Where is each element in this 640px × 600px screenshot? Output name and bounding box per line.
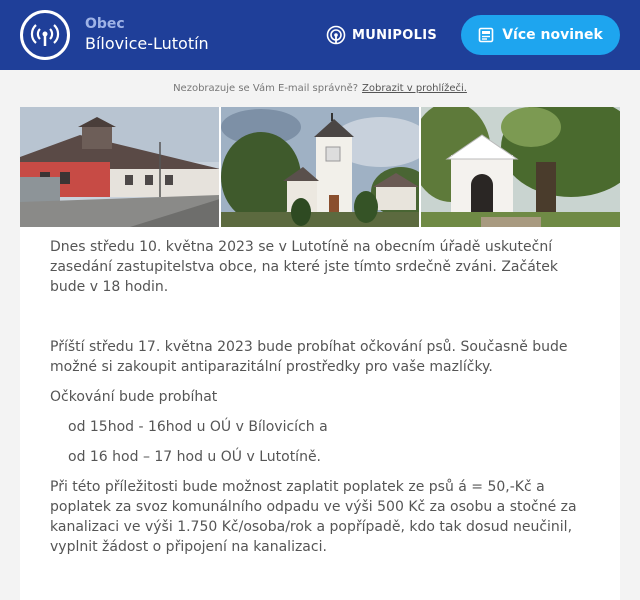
vaccination-time-bilovice: od 15hod - 16hod u OÚ v Bílovicích a [68, 419, 328, 435]
munipolis-brand[interactable] [326, 25, 437, 45]
paragraph-vaccination: Příští středu 17. května 2023 bude probíhat očkování psů. Současně bude možné si zakoupit antiparazitální prostředky pro vaše mazlíčky. [50, 339, 568, 375]
more-news-button[interactable] [461, 15, 620, 55]
org-type: Obec [85, 16, 125, 32]
header-bar [0, 0, 640, 70]
paragraph-fees: Při této příležitosti bude možnost zaplatit poplatek ze psů á = 50,-Kč a poplatek za svoz komunálního odpadu ve výši 500 Kč za osobu a stočné za kanalizaci ve výši 1.750 Kč/osoba/rok a popřípadě, kdo tak dosud neučinil, vyplnit žádost o připojení na kanalizaci. [50, 479, 577, 555]
paragraph-meeting: Dnes středu 10. května 2023 se v Lutotíně na obecním úřadě uskuteční zasedání zastupitelstva obce, na které jste tímto srdečně zváni. Začátek bude v 18 hodin. [50, 239, 558, 295]
view-in-browser-link[interactable]: Zobrazit v prohlížeči. [362, 83, 467, 94]
newsletter-card [20, 107, 620, 600]
more-news-label: Více novinek [502, 27, 603, 43]
article-body [20, 227, 620, 557]
organization-title [85, 15, 209, 55]
broadcast-logo-icon[interactable] [20, 10, 70, 60]
display-notice [0, 70, 640, 107]
paragraph-vaccination-intro: Očkování bude probíhat [50, 389, 218, 405]
munipolis-label: MUNIPOLIS [352, 27, 437, 43]
photo-church [221, 107, 420, 227]
notice-text: Nezobrazuje se Vám E-mail správně? [173, 83, 359, 94]
org-name: Bílovice-Lutotín [85, 34, 209, 53]
vaccination-time-lutotin: od 16 hod – 17 hod u OÚ v Lutotíně. [68, 449, 322, 465]
photo-municipal-building [20, 107, 219, 227]
munipolis-logo-icon [326, 25, 346, 45]
photo-strip [20, 107, 620, 227]
photo-chapel [421, 107, 620, 227]
newspaper-icon [478, 27, 494, 43]
